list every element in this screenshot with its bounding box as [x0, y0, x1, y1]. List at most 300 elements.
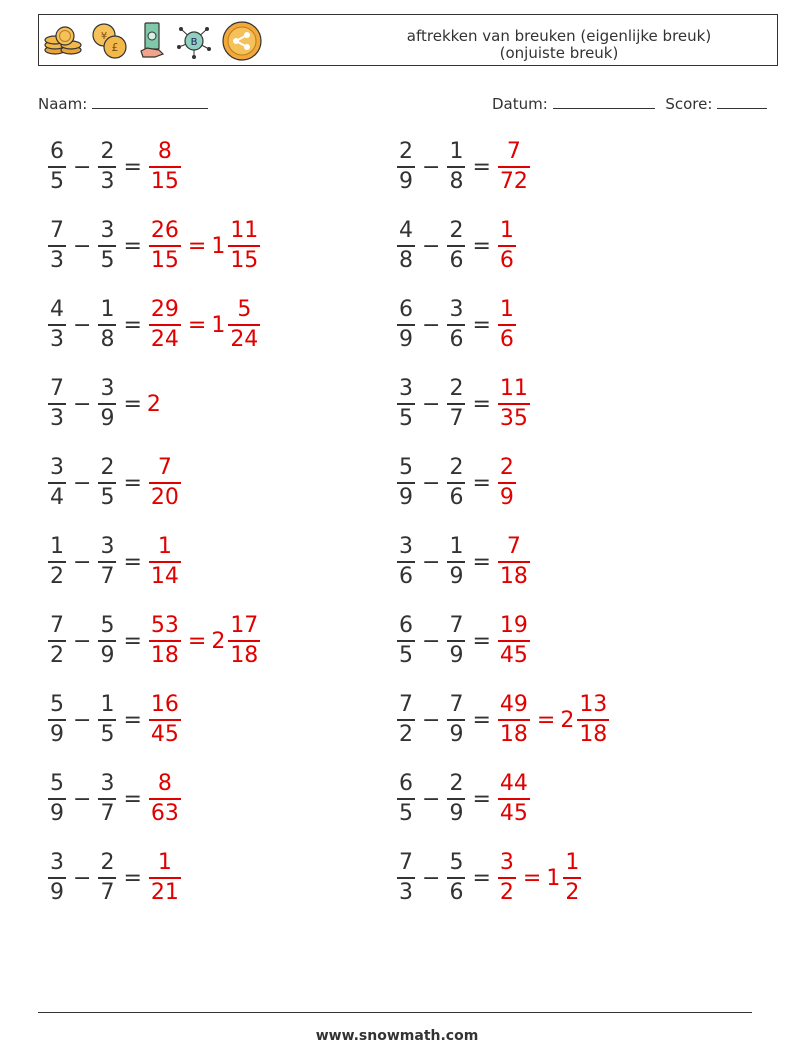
fraction-bar	[397, 719, 415, 721]
fraction-bar	[498, 482, 516, 484]
minuend-fraction	[397, 536, 415, 588]
denominator: 6	[449, 485, 464, 510]
numerator: 7	[506, 139, 521, 164]
mixed-whole: 1	[546, 865, 561, 891]
answer-fraction	[149, 852, 181, 904]
answer-fraction	[149, 299, 181, 351]
mixed-whole: 2	[211, 628, 226, 654]
numerator: 49	[499, 692, 528, 717]
denominator: 2	[50, 643, 64, 668]
score-blank[interactable]	[717, 94, 767, 109]
svg-text:£: £	[111, 41, 119, 54]
fraction-bar	[447, 561, 465, 563]
numerator: 1	[449, 534, 464, 559]
problem-8	[395, 369, 532, 439]
equals-sign: =	[472, 470, 491, 496]
minuend-fraction	[397, 852, 415, 904]
coin-exchange-icon	[91, 21, 129, 61]
answer-fraction	[498, 615, 530, 667]
numerator: 1	[157, 850, 172, 875]
denominator: 3	[50, 248, 64, 273]
numerator: 8	[157, 771, 172, 796]
problem-1	[46, 132, 183, 202]
minus-sign: −	[422, 391, 441, 417]
equals-sign: =	[123, 628, 142, 654]
subtrahend-fraction	[98, 852, 116, 904]
minus-sign: −	[73, 865, 92, 891]
numerator: 3	[100, 218, 115, 243]
fraction-bar	[149, 877, 181, 879]
numerator: 7	[449, 613, 464, 638]
mixed-fraction	[228, 615, 260, 667]
numerator: 7	[50, 218, 64, 243]
answer	[147, 220, 262, 272]
fraction-bar	[447, 245, 465, 247]
denominator: 2	[50, 564, 64, 589]
denominator: 24	[230, 327, 259, 352]
bitcoin-network-icon	[175, 21, 213, 61]
denominator: 15	[150, 169, 179, 194]
numerator: 16	[150, 692, 179, 717]
fraction-bar	[149, 324, 181, 326]
numerator: 2	[449, 376, 464, 401]
minus-sign: −	[422, 786, 441, 812]
numerator: 7	[506, 534, 521, 559]
subtrahend-fraction	[98, 457, 116, 509]
minuend-fraction	[397, 694, 415, 746]
denominator: 9	[50, 801, 64, 826]
denominator: 2	[565, 880, 580, 905]
equals-sign: =	[187, 312, 207, 338]
minus-sign: −	[73, 391, 92, 417]
problem-13	[46, 606, 262, 676]
answer-fraction	[498, 536, 530, 588]
fraction-bar	[149, 640, 181, 642]
numerator: 7	[399, 850, 413, 875]
fraction-bar	[98, 482, 116, 484]
problem-20	[395, 843, 583, 913]
numerator: 3	[399, 376, 413, 401]
answer-fraction	[498, 694, 530, 746]
minuend-fraction	[48, 457, 66, 509]
banknote-hand-icon	[137, 21, 167, 61]
numerator: 1	[100, 692, 115, 717]
minus-sign: −	[73, 707, 92, 733]
answer	[496, 220, 518, 272]
equals-sign: =	[187, 233, 207, 259]
numerator: 5	[100, 613, 115, 638]
numerator: 5	[449, 850, 464, 875]
subtrahend-fraction	[447, 378, 465, 430]
numerator: 5	[399, 455, 413, 480]
fraction-bar	[228, 640, 260, 642]
minus-sign: −	[422, 154, 441, 180]
denominator: 7	[100, 880, 115, 905]
fraction-bar	[48, 877, 66, 879]
answer	[147, 615, 262, 667]
denominator: 5	[50, 169, 64, 194]
title-line-2: (onjuiste breuk)	[499, 44, 619, 62]
equals-sign: =	[123, 865, 142, 891]
fraction-bar	[48, 324, 66, 326]
subtrahend-fraction	[447, 536, 465, 588]
denominator: 35	[499, 406, 528, 431]
denominator: 3	[50, 406, 64, 431]
denominator: 5	[399, 643, 413, 668]
numerator: 11	[230, 218, 259, 243]
problem-4	[395, 211, 518, 281]
numerator: 3	[399, 534, 413, 559]
denominator: 9	[449, 722, 464, 747]
numerator: 3	[449, 297, 464, 322]
minus-sign: −	[73, 154, 92, 180]
fraction-bar	[149, 166, 181, 168]
denominator: 14	[150, 564, 179, 589]
numerator: 7	[50, 376, 64, 401]
minuend-fraction	[48, 536, 66, 588]
minuend-fraction	[397, 615, 415, 667]
numerator: 6	[399, 771, 413, 796]
minuend-fraction	[397, 457, 415, 509]
answer	[496, 852, 583, 904]
footer-url: www.snowmath.com	[315, 1028, 479, 1044]
equals-sign: =	[123, 707, 142, 733]
numerator: 29	[150, 297, 179, 322]
denominator: 5	[399, 801, 413, 826]
answer	[147, 141, 183, 193]
denominator: 9	[50, 880, 64, 905]
numerator: 6	[399, 297, 413, 322]
fraction-bar	[577, 719, 609, 721]
denominator: 45	[150, 722, 179, 747]
fraction-bar	[149, 245, 181, 247]
title-line-1: aftrekken van breuken (eigenlijke breuk)	[406, 27, 712, 45]
equals-sign: =	[123, 154, 142, 180]
numerator: 17	[230, 613, 259, 638]
denominator: 24	[150, 327, 179, 352]
date-label: Datum:	[492, 95, 548, 113]
problem-18	[395, 764, 532, 834]
denominator: 5	[399, 406, 413, 431]
equals-sign: =	[472, 628, 491, 654]
name-field	[38, 94, 208, 113]
numerator: 3	[50, 455, 64, 480]
equals-sign: =	[472, 786, 491, 812]
denominator: 9	[399, 169, 413, 194]
share-coin-icon	[221, 20, 263, 62]
equals-sign: =	[123, 312, 142, 338]
subtrahend-fraction	[447, 694, 465, 746]
answer	[147, 694, 183, 746]
subtrahend-fraction	[98, 536, 116, 588]
equals-sign: =	[123, 549, 142, 575]
fraction-bar	[48, 245, 66, 247]
denominator: 15	[230, 248, 259, 273]
denominator: 9	[449, 643, 464, 668]
equals-sign: =	[187, 628, 207, 654]
subtrahend-fraction	[447, 852, 465, 904]
fraction-bar	[498, 403, 530, 405]
answer	[147, 536, 183, 588]
numerator: 2	[399, 139, 413, 164]
fraction-bar	[397, 245, 415, 247]
subtrahend-fraction	[447, 457, 465, 509]
problem-14	[395, 606, 532, 676]
fraction-bar	[98, 561, 116, 563]
coins-icon	[43, 24, 83, 58]
denominator: 6	[499, 248, 514, 273]
denominator: 63	[150, 801, 179, 826]
minuend-fraction	[48, 852, 66, 904]
equals-sign: =	[123, 391, 142, 417]
numerator: 3	[100, 771, 115, 796]
answer-fraction	[149, 694, 181, 746]
answer	[496, 378, 532, 430]
minuend-fraction	[397, 220, 415, 272]
denominator: 6	[449, 327, 464, 352]
answer-whole: 2	[146, 391, 161, 417]
subtrahend-fraction	[98, 141, 116, 193]
fraction-bar	[98, 324, 116, 326]
fraction-bar	[98, 798, 116, 800]
numerator: 13	[579, 692, 608, 717]
problem-17	[46, 764, 183, 834]
fraction-bar	[498, 324, 516, 326]
numerator: 5	[237, 297, 252, 322]
problem-19	[46, 843, 183, 913]
answer	[496, 299, 518, 351]
answer-fraction	[498, 299, 516, 351]
fraction-bar	[447, 324, 465, 326]
subtrahend-fraction	[98, 694, 116, 746]
denominator: 15	[150, 248, 179, 273]
fraction-bar	[397, 166, 415, 168]
fraction-bar	[98, 640, 116, 642]
fraction-bar	[447, 403, 465, 405]
header-icons	[43, 19, 263, 63]
minus-sign: −	[73, 786, 92, 812]
minuend-fraction	[48, 694, 66, 746]
fraction-bar	[498, 798, 530, 800]
numerator: 2	[449, 218, 464, 243]
numerator: 1	[565, 850, 580, 875]
numerator: 4	[399, 218, 413, 243]
problem-12	[395, 527, 532, 597]
equals-sign: =	[522, 865, 542, 891]
numerator: 7	[399, 692, 413, 717]
fraction-bar	[98, 877, 116, 879]
numerator: 1	[100, 297, 115, 322]
denominator: 9	[399, 485, 413, 510]
minuend-fraction	[48, 220, 66, 272]
fraction-bar	[447, 719, 465, 721]
fraction-bar	[447, 798, 465, 800]
fraction-bar	[48, 561, 66, 563]
fraction-bar	[228, 245, 260, 247]
answer-fraction	[149, 536, 181, 588]
worksheet-header	[38, 14, 778, 66]
fraction-bar	[98, 719, 116, 721]
mixed-fraction	[228, 220, 260, 272]
fraction-bar	[397, 877, 415, 879]
answer	[147, 773, 183, 825]
minus-sign: −	[422, 628, 441, 654]
mixed-whole: 1	[211, 233, 226, 259]
subtrahend-fraction	[447, 141, 465, 193]
numerator: 3	[100, 534, 115, 559]
denominator: 5	[100, 248, 115, 273]
fraction-bar	[498, 877, 516, 879]
problem-7	[46, 369, 161, 439]
subtrahend-fraction	[447, 220, 465, 272]
fraction-bar	[447, 166, 465, 168]
denominator: 3	[50, 327, 64, 352]
denominator: 3	[399, 880, 413, 905]
problem-15	[46, 685, 183, 755]
denominator: 3	[100, 169, 115, 194]
minus-sign: −	[73, 628, 92, 654]
equals-sign: =	[472, 707, 491, 733]
denominator: 18	[230, 643, 259, 668]
answer-fraction	[149, 220, 181, 272]
mixed-whole: 1	[211, 312, 226, 338]
minuend-fraction	[48, 299, 66, 351]
denominator: 9	[50, 722, 64, 747]
answer	[496, 141, 532, 193]
fraction-bar	[48, 403, 66, 405]
denominator: 2	[499, 880, 514, 905]
problem-5	[46, 290, 262, 360]
mixed-whole: 2	[560, 707, 575, 733]
mixed-fraction	[577, 694, 609, 746]
problem-2	[395, 132, 532, 202]
equals-sign: =	[472, 549, 491, 575]
mixed-fraction	[228, 299, 260, 351]
fraction-bar	[397, 798, 415, 800]
minuend-fraction	[397, 141, 415, 193]
denominator: 4	[50, 485, 64, 510]
fraction-bar	[48, 719, 66, 721]
denominator: 6	[449, 880, 464, 905]
numerator: 2	[100, 139, 115, 164]
numerator: 5	[50, 692, 64, 717]
answer	[496, 773, 532, 825]
minus-sign: −	[422, 470, 441, 496]
denominator: 9	[449, 564, 464, 589]
name-blank[interactable]	[92, 94, 208, 109]
fraction-bar	[98, 403, 116, 405]
numerator: 1	[499, 297, 514, 322]
denominator: 18	[499, 722, 528, 747]
minus-sign: −	[422, 707, 441, 733]
minus-sign: −	[73, 549, 92, 575]
subtrahend-fraction	[98, 299, 116, 351]
fraction-bar	[563, 877, 581, 879]
minus-sign: −	[422, 865, 441, 891]
equals-sign: =	[472, 154, 491, 180]
denominator: 9	[399, 327, 413, 352]
svg-text:B: B	[190, 37, 198, 48]
denominator: 8	[449, 169, 464, 194]
subtrahend-fraction	[447, 299, 465, 351]
problem-9	[46, 448, 183, 518]
numerator: 6	[50, 139, 64, 164]
subtrahend-fraction	[447, 615, 465, 667]
numerator: 19	[499, 613, 528, 638]
score-label: Score:	[665, 95, 713, 113]
equals-sign: =	[472, 312, 491, 338]
answer-fraction	[498, 378, 530, 430]
numerator: 5	[50, 771, 64, 796]
minus-sign: −	[422, 549, 441, 575]
fraction-bar	[498, 719, 530, 721]
answer	[147, 457, 183, 509]
fraction-bar	[447, 482, 465, 484]
fraction-bar	[498, 245, 516, 247]
numerator: 4	[50, 297, 64, 322]
denominator: 9	[100, 643, 115, 668]
minuend-fraction	[48, 773, 66, 825]
denominator: 6	[399, 564, 413, 589]
fraction-bar	[397, 403, 415, 405]
answer-fraction	[498, 457, 516, 509]
answer-fraction	[498, 773, 530, 825]
date-blank[interactable]	[553, 94, 655, 109]
numerator: 3	[499, 850, 514, 875]
denominator: 18	[150, 643, 179, 668]
fraction-bar	[149, 561, 181, 563]
numerator: 1	[499, 218, 514, 243]
svg-text:¥: ¥	[100, 31, 108, 42]
answer-fraction	[498, 141, 530, 193]
denominator: 20	[150, 485, 179, 510]
numerator: 1	[157, 534, 172, 559]
fraction-bar	[397, 324, 415, 326]
equals-sign: =	[123, 233, 142, 259]
numerator: 2	[449, 771, 464, 796]
denominator: 5	[100, 722, 115, 747]
denominator: 2	[399, 722, 413, 747]
fraction-bar	[48, 798, 66, 800]
denominator: 9	[100, 406, 115, 431]
subtrahend-fraction	[98, 773, 116, 825]
fraction-bar	[48, 482, 66, 484]
minuend-fraction	[48, 615, 66, 667]
fraction-bar	[498, 640, 530, 642]
problem-6	[395, 290, 518, 360]
numerator: 1	[50, 534, 64, 559]
subtrahend-fraction	[447, 773, 465, 825]
footer-divider	[38, 1012, 752, 1013]
fraction-bar	[397, 482, 415, 484]
numerator: 26	[150, 218, 179, 243]
numerator: 7	[50, 613, 64, 638]
answer-fraction	[149, 773, 181, 825]
minus-sign: −	[422, 312, 441, 338]
numerator: 11	[499, 376, 528, 401]
denominator: 21	[150, 880, 179, 905]
fraction-bar	[447, 640, 465, 642]
answer-fraction	[498, 220, 516, 272]
equals-sign: =	[472, 391, 491, 417]
fraction-bar	[498, 561, 530, 563]
problem-16	[395, 685, 611, 755]
denominator: 7	[100, 801, 115, 826]
denominator: 8	[100, 327, 115, 352]
minus-sign: −	[422, 233, 441, 259]
answer	[496, 536, 532, 588]
minuend-fraction	[397, 773, 415, 825]
